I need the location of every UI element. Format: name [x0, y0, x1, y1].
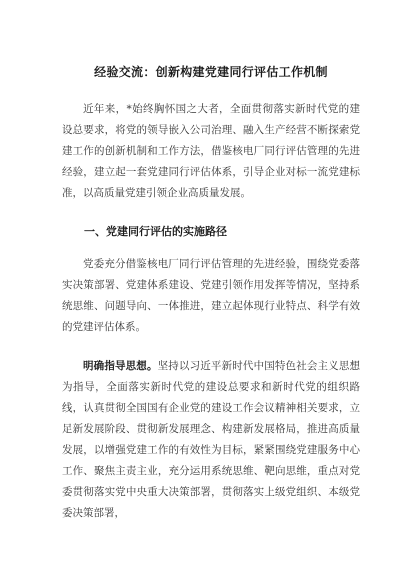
- point-paragraph: [62, 356, 360, 524]
- point-text: 坚持以习近平新时代中国特色社会主义思想为指导，全面落实新时代党的建设总要求和新时代党的组织路线，认真贯彻全国国有企业党的建设工作会议精神相关要求，立足新发展阶段、贯彻新发展理念、构建新发展格局，推进高质量发展，以增强党建工作的有效性为目标，紧紧围绕党建服务中心工作、聚焦主责主业，充分运用系统思维、靶向思维，重点对党委贯彻落实党中央重大决策部署，贯彻落实上级党组织、本级党委决策部署，: [62, 360, 361, 519]
- document-title: 经验交流：创新构建党建同行评估工作机制: [94, 65, 328, 79]
- intro-paragraph: 近年来，*始终胸怀国之大者，全面贯彻落实新时代党的建设总要求，将党的领导嵌入公司治理、融入生产经营不断探索党建工作的创新机制和工作方法，借鉴核电厂同行评估管理的先进经验，建立起一套党建同行评估体系，引导企业对标一流党建标准，以高质量党建引领企业高质量发展。: [62, 103, 360, 199]
- section-heading: 一、党建同行评估的实施路径: [84, 225, 227, 238]
- section-paragraph: 党委充分借鉴核电厂同行评估管理的先进经验，围绕党委落实决策部署、党建体系建设、党建引领作用发挥等情况，坚持系统思维、问题导向、一体推进，建立起体现行业特点、科学有效的党建评估体系。: [62, 258, 360, 333]
- point-lead: 明确指导思想。: [83, 360, 158, 372]
